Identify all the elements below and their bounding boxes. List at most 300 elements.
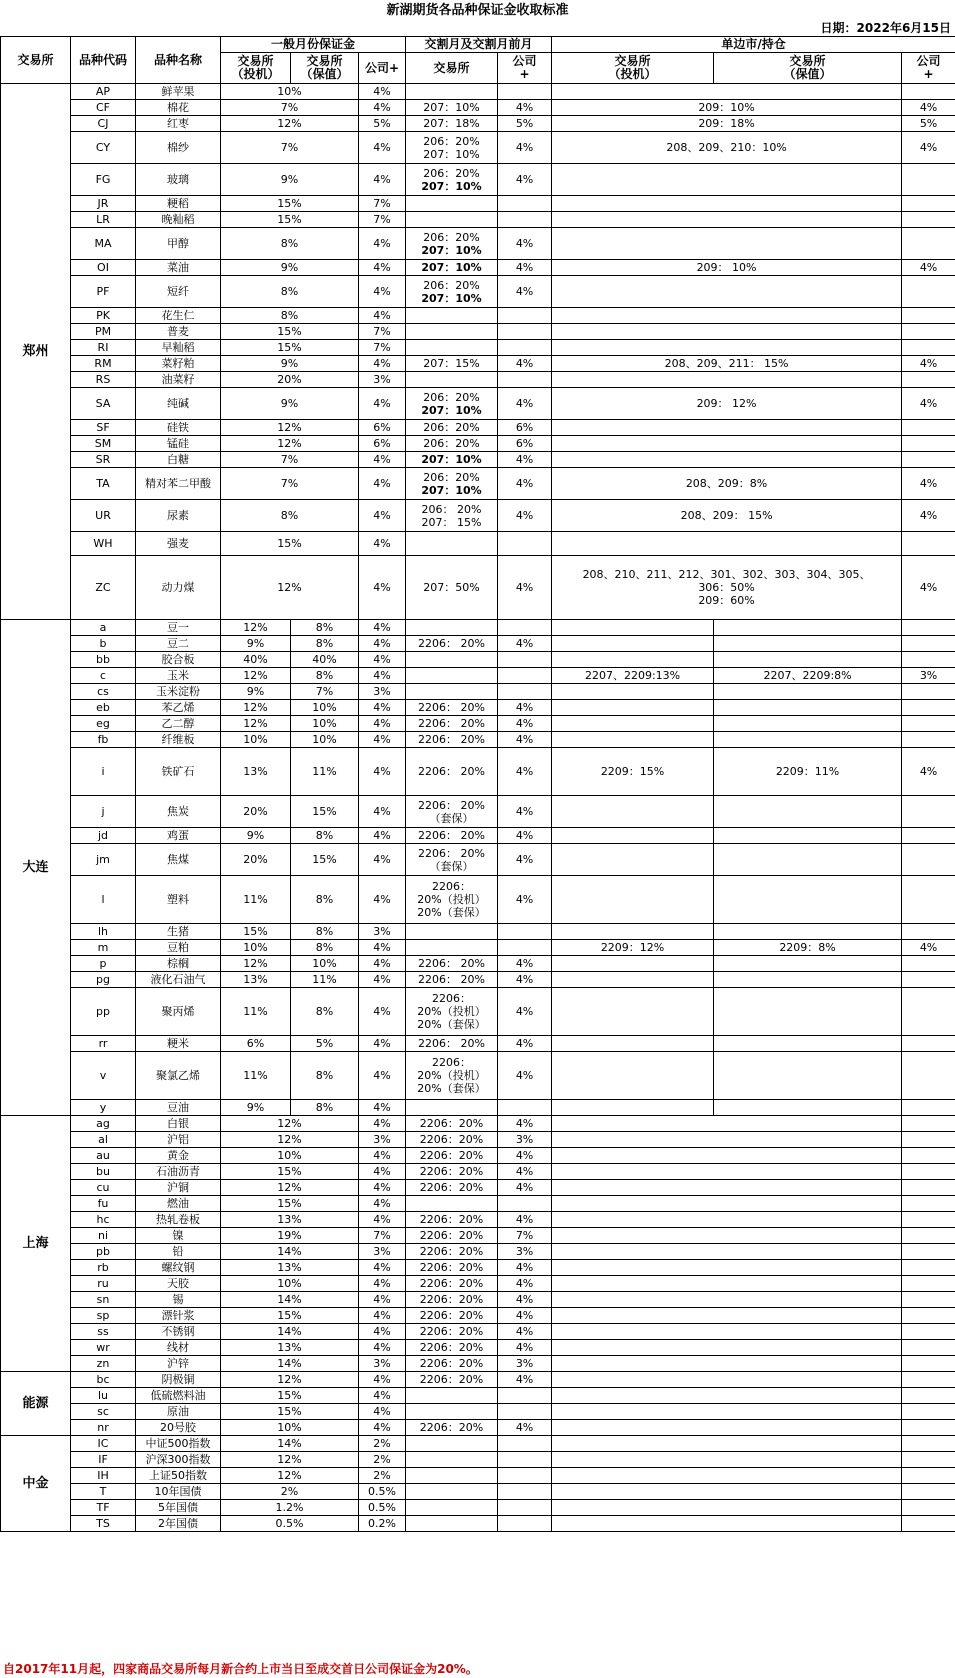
general-exchange-margin: 7% — [221, 468, 359, 500]
delivery-exchange-margin — [406, 308, 498, 324]
delivery-company-add — [498, 1196, 552, 1212]
unilateral-hedge-margin — [714, 1052, 902, 1100]
unilateral-speculation-margin — [552, 1100, 714, 1116]
table-row — [1, 1516, 955, 1532]
general-hedge-margin: 10% — [291, 956, 359, 972]
unilateral-speculation-margin — [552, 652, 714, 668]
unilateral-speculation-margin — [552, 924, 714, 940]
product-code: eg — [71, 716, 136, 732]
product-code: ZC — [71, 556, 136, 620]
unilateral-speculation-margin — [552, 636, 714, 652]
general-company-add: 4% — [359, 1276, 406, 1292]
table-row — [1, 1116, 955, 1132]
general-company-add: 7% — [359, 196, 406, 212]
general-exchange-margin: 13% — [221, 1340, 359, 1356]
unilateral-speculation-margin — [552, 716, 714, 732]
product-code: sn — [71, 1292, 136, 1308]
product-code: T — [71, 1484, 136, 1500]
header-exchange: 交易所 — [1, 37, 71, 84]
table-row — [1, 276, 955, 308]
general-exchange-margin: 15% — [221, 1404, 359, 1420]
unilateral-exchange-margin — [552, 1388, 902, 1404]
table-row — [1, 700, 955, 716]
unilateral-hedge-margin — [714, 1036, 902, 1052]
delivery-margin-line: 206：20% — [423, 278, 480, 292]
product-code: bb — [71, 652, 136, 668]
general-hedge-margin: 7% — [291, 684, 359, 700]
delivery-company-add: 6% — [498, 420, 552, 436]
delivery-company-add — [498, 1468, 552, 1484]
delivery-company-add: 6% — [498, 436, 552, 452]
general-exchange-margin: 13% — [221, 1212, 359, 1228]
delivery-exchange-margin — [406, 1516, 498, 1532]
product-name: 低硫燃料油 — [136, 1388, 221, 1404]
table-row — [1, 164, 955, 196]
unilateral-exchange-margin: 209： 12% — [552, 388, 902, 420]
product-name: 原油 — [136, 1404, 221, 1420]
table-row — [1, 324, 955, 340]
header-unilateral: 单边市/持仓 — [552, 37, 955, 53]
product-code: hc — [71, 1212, 136, 1228]
unilateral-company-add — [902, 828, 955, 844]
delivery-exchange-margin: 2206： 20% — [406, 700, 498, 716]
general-exchange-margin: 8% — [221, 276, 359, 308]
product-name: 沪铜 — [136, 1180, 221, 1196]
product-code: l — [71, 876, 136, 924]
general-company-add: 3% — [359, 924, 406, 940]
delivery-company-add — [498, 372, 552, 388]
delivery-company-add — [498, 940, 552, 956]
table-row — [1, 668, 955, 684]
delivery-company-add: 4% — [498, 844, 552, 876]
unilateral-company-add — [902, 1292, 955, 1308]
general-exchange-margin: 10% — [221, 84, 359, 100]
unilateral-company-add — [902, 1308, 955, 1324]
delivery-company-add: 4% — [498, 748, 552, 796]
unilateral-company-add — [902, 1468, 955, 1484]
table-row — [1, 340, 955, 356]
delivery-exchange-margin: 2206： 20% （套保） — [406, 844, 498, 876]
table-row — [1, 452, 955, 468]
table-row — [1, 100, 955, 116]
general-speculation-margin: 12% — [221, 620, 291, 636]
unilateral-company-add: 5% — [902, 116, 955, 132]
unilateral-company-add — [902, 1052, 955, 1100]
unilateral-exchange-margin — [552, 1484, 902, 1500]
general-exchange-margin: 12% — [221, 1132, 359, 1148]
product-name: 锡 — [136, 1292, 221, 1308]
product-name: 上证50指数 — [136, 1468, 221, 1484]
delivery-exchange-margin: 207：15% — [406, 356, 498, 372]
header-unilateral-company: 公司 + — [902, 53, 955, 84]
unilateral-company-add — [902, 212, 955, 228]
delivery-exchange-margin: 2206：20% — [406, 1148, 498, 1164]
unilateral-exchange-margin — [552, 1116, 902, 1132]
delivery-margin-bold-line: 207：10% — [421, 291, 482, 305]
table-row — [1, 500, 955, 532]
delivery-company-add: 5% — [498, 116, 552, 132]
delivery-exchange-margin: 2206：20% — [406, 1308, 498, 1324]
general-company-add: 6% — [359, 420, 406, 436]
unilateral-company-add — [902, 1404, 955, 1420]
delivery-company-add: 4% — [498, 876, 552, 924]
unilateral-company-add — [902, 532, 955, 556]
general-company-add: 4% — [359, 1372, 406, 1388]
delivery-exchange-margin: 2206：20% — [406, 1132, 498, 1148]
unilateral-company-add — [902, 1260, 955, 1276]
delivery-exchange-margin — [406, 164, 498, 196]
delivery-company-add — [498, 1100, 552, 1116]
product-name: 黄金 — [136, 1148, 221, 1164]
unilateral-hedge-margin — [714, 796, 902, 828]
general-company-add: 4% — [359, 1196, 406, 1212]
general-exchange-margin: 12% — [221, 436, 359, 452]
unilateral-company-add: 4% — [902, 100, 955, 116]
product-code: v — [71, 1052, 136, 1100]
delivery-company-add: 4% — [498, 1324, 552, 1340]
general-company-add: 2% — [359, 1436, 406, 1452]
delivery-company-add — [498, 1388, 552, 1404]
general-exchange-margin: 9% — [221, 356, 359, 372]
table-row — [1, 924, 955, 940]
unilateral-company-add — [902, 324, 955, 340]
product-code: WH — [71, 532, 136, 556]
delivery-exchange-margin — [406, 620, 498, 636]
delivery-exchange-margin — [406, 1436, 498, 1452]
unilateral-exchange-margin — [552, 1356, 902, 1372]
general-speculation-margin: 6% — [221, 1036, 291, 1052]
unilateral-exchange-margin — [552, 1228, 902, 1244]
unilateral-company-add — [902, 700, 955, 716]
table-row — [1, 1372, 955, 1388]
general-exchange-margin: 9% — [221, 388, 359, 420]
product-name: 玉米 — [136, 668, 221, 684]
delivery-exchange-margin: 2206： 20% — [406, 636, 498, 652]
delivery-exchange-margin: 206：20% — [406, 436, 498, 452]
product-code: RI — [71, 340, 136, 356]
product-code: y — [71, 1100, 136, 1116]
product-code: RS — [71, 372, 136, 388]
general-exchange-margin: 12% — [221, 556, 359, 620]
product-code: UR — [71, 500, 136, 532]
general-company-add: 4% — [359, 452, 406, 468]
table-row — [1, 1484, 955, 1500]
unilateral-speculation-margin — [552, 732, 714, 748]
general-speculation-margin: 12% — [221, 716, 291, 732]
general-company-add: 4% — [359, 132, 406, 164]
general-company-add: 4% — [359, 1260, 406, 1276]
product-code: au — [71, 1148, 136, 1164]
general-company-add: 4% — [359, 940, 406, 956]
table-row — [1, 1500, 955, 1516]
delivery-exchange-margin — [406, 260, 498, 276]
general-company-add: 4% — [359, 1388, 406, 1404]
delivery-company-add: 3% — [498, 1132, 552, 1148]
table-row — [1, 876, 955, 924]
table-row — [1, 1132, 955, 1148]
header-name: 品种名称 — [136, 37, 221, 84]
unilateral-company-add — [902, 716, 955, 732]
product-name: 玉米淀粉 — [136, 684, 221, 700]
delivery-exchange-margin — [406, 532, 498, 556]
delivery-company-add: 4% — [498, 1260, 552, 1276]
unilateral-company-add: 4% — [902, 356, 955, 372]
unilateral-exchange-margin — [552, 196, 902, 212]
general-exchange-margin: 20% — [221, 372, 359, 388]
table-row — [1, 988, 955, 1036]
general-hedge-margin: 10% — [291, 700, 359, 716]
general-company-add: 4% — [359, 164, 406, 196]
product-name: 豆粕 — [136, 940, 221, 956]
general-company-add: 4% — [359, 876, 406, 924]
table-row — [1, 636, 955, 652]
unilateral-exchange-margin — [552, 1420, 902, 1436]
unilateral-exchange-margin: 209：18% — [552, 116, 902, 132]
unilateral-exchange-margin — [552, 1180, 902, 1196]
product-name: 漂针浆 — [136, 1308, 221, 1324]
general-exchange-margin: 14% — [221, 1436, 359, 1452]
delivery-company-add: 4% — [498, 100, 552, 116]
delivery-company-add: 4% — [498, 1292, 552, 1308]
unilateral-exchange-margin — [552, 1372, 902, 1388]
unilateral-exchange-margin — [552, 1308, 902, 1324]
general-company-add: 3% — [359, 1132, 406, 1148]
delivery-exchange-margin: 2206： 20% — [406, 716, 498, 732]
unilateral-company-add: 4% — [902, 388, 955, 420]
general-company-add: 4% — [359, 1052, 406, 1100]
product-code: nr — [71, 1420, 136, 1436]
unilateral-company-add — [902, 1324, 955, 1340]
product-name: 普麦 — [136, 324, 221, 340]
unilateral-exchange-margin — [552, 1404, 902, 1420]
unilateral-company-add — [902, 1388, 955, 1404]
general-exchange-margin: 13% — [221, 1260, 359, 1276]
sheet-date: 日期：2022年6月15日 — [820, 21, 951, 35]
product-code: sc — [71, 1404, 136, 1420]
general-exchange-margin: 15% — [221, 340, 359, 356]
product-name: 中证500指数 — [136, 1436, 221, 1452]
product-name: 尿素 — [136, 500, 221, 532]
delivery-company-add: 4% — [498, 1212, 552, 1228]
product-code: PF — [71, 276, 136, 308]
delivery-exchange-margin: 2206： 20% （套保） — [406, 796, 498, 828]
unilateral-company-add — [902, 1244, 955, 1260]
unilateral-company-add — [902, 420, 955, 436]
unilateral-exchange-margin — [552, 324, 902, 340]
general-company-add: 4% — [359, 956, 406, 972]
unilateral-hedge-margin — [714, 652, 902, 668]
delivery-exchange-margin: 2206： 20% — [406, 1036, 498, 1052]
unilateral-company-add — [902, 1212, 955, 1228]
delivery-company-add: 3% — [498, 1356, 552, 1372]
unilateral-hedge-margin — [714, 700, 902, 716]
general-exchange-margin: 9% — [221, 260, 359, 276]
product-name: 10年国债 — [136, 1484, 221, 1500]
delivery-company-add: 4% — [498, 828, 552, 844]
general-company-add: 4% — [359, 828, 406, 844]
unilateral-company-add — [902, 1484, 955, 1500]
unilateral-speculation-margin — [552, 844, 714, 876]
delivery-company-add: 4% — [498, 716, 552, 732]
product-name: 镍 — [136, 1228, 221, 1244]
unilateral-exchange-margin: 209： 10% — [552, 260, 902, 276]
table-row — [1, 372, 955, 388]
table-row — [1, 1276, 955, 1292]
unilateral-exchange-margin — [552, 228, 902, 260]
exchange-group-label: 中金 — [1, 1436, 71, 1532]
unilateral-speculation-margin: 2209：12% — [552, 940, 714, 956]
general-company-add: 3% — [359, 1244, 406, 1260]
product-code: lu — [71, 1388, 136, 1404]
general-company-add: 4% — [359, 620, 406, 636]
delivery-exchange-margin: 2206：20% — [406, 1212, 498, 1228]
general-speculation-margin: 12% — [221, 668, 291, 684]
general-company-add: 4% — [359, 732, 406, 748]
product-name: 精对苯二甲酸 — [136, 468, 221, 500]
general-company-add: 0.2% — [359, 1516, 406, 1532]
table-row — [1, 468, 955, 500]
delivery-exchange-margin: 207：18% — [406, 116, 498, 132]
unilateral-company-add — [902, 1100, 955, 1116]
table-row — [1, 1452, 955, 1468]
general-company-add: 4% — [359, 228, 406, 260]
unilateral-company-add — [902, 1500, 955, 1516]
delivery-company-add — [498, 1500, 552, 1516]
unilateral-hedge-margin — [714, 828, 902, 844]
delivery-exchange-margin: 206：20% — [406, 420, 498, 436]
delivery-company-add: 4% — [498, 1052, 552, 1100]
delivery-exchange-margin: 2206：20% — [406, 1340, 498, 1356]
general-speculation-margin: 12% — [221, 956, 291, 972]
unilateral-exchange-margin — [552, 1500, 902, 1516]
general-company-add: 4% — [359, 356, 406, 372]
table-row — [1, 716, 955, 732]
unilateral-company-add — [902, 196, 955, 212]
general-company-add: 4% — [359, 1324, 406, 1340]
delivery-company-add — [498, 1516, 552, 1532]
general-exchange-margin: 14% — [221, 1356, 359, 1372]
product-name: 纤维板 — [136, 732, 221, 748]
product-name: 螺纹钢 — [136, 1260, 221, 1276]
table-row — [1, 420, 955, 436]
delivery-company-add — [498, 684, 552, 700]
product-code: cu — [71, 1180, 136, 1196]
general-speculation-margin: 13% — [221, 748, 291, 796]
unilateral-company-add — [902, 1516, 955, 1532]
table-row — [1, 1308, 955, 1324]
unilateral-exchange-margin: 208、209、210：10% — [552, 132, 902, 164]
product-name: 胶合板 — [136, 652, 221, 668]
table-row — [1, 1244, 955, 1260]
general-company-add: 6% — [359, 436, 406, 452]
product-code: IF — [71, 1452, 136, 1468]
product-name: 沪锌 — [136, 1356, 221, 1372]
general-company-add: 7% — [359, 324, 406, 340]
unilateral-company-add — [902, 372, 955, 388]
unilateral-company-add — [902, 988, 955, 1036]
unilateral-company-add: 4% — [902, 940, 955, 956]
general-exchange-margin: 15% — [221, 1196, 359, 1212]
general-company-add: 4% — [359, 1420, 406, 1436]
unilateral-speculation-margin — [552, 796, 714, 828]
margin-table — [0, 36, 955, 1532]
unilateral-hedge-margin — [714, 972, 902, 988]
delivery-company-add — [498, 340, 552, 356]
unilateral-speculation-margin — [552, 684, 714, 700]
unilateral-exchange-margin — [552, 436, 902, 452]
general-exchange-margin: 12% — [221, 1180, 359, 1196]
delivery-margin-line: 206：20% — [423, 230, 480, 244]
table-row — [1, 212, 955, 228]
exchange-group-label: 上海 — [1, 1116, 71, 1372]
product-name: 强麦 — [136, 532, 221, 556]
general-company-add: 0.5% — [359, 1484, 406, 1500]
general-exchange-margin: 14% — [221, 1244, 359, 1260]
unilateral-hedge-margin — [714, 636, 902, 652]
delivery-exchange-margin: 2206：20% — [406, 1292, 498, 1308]
product-code: rr — [71, 1036, 136, 1052]
general-speculation-margin: 10% — [221, 940, 291, 956]
general-hedge-margin: 11% — [291, 972, 359, 988]
table-row — [1, 1468, 955, 1484]
product-name: 焦炭 — [136, 796, 221, 828]
table-row — [1, 308, 955, 324]
exchange-group-label: 大连 — [1, 620, 71, 1116]
delivery-company-add: 4% — [498, 1420, 552, 1436]
product-name: 甲醇 — [136, 228, 221, 260]
general-hedge-margin: 8% — [291, 876, 359, 924]
general-company-add: 2% — [359, 1468, 406, 1484]
table-row — [1, 844, 955, 876]
unilateral-exchange-margin: 208、209、211： 15% — [552, 356, 902, 372]
product-code: TA — [71, 468, 136, 500]
delivery-company-add: 4% — [498, 1180, 552, 1196]
general-exchange-margin: 14% — [221, 1292, 359, 1308]
unilateral-company-add: 4% — [902, 260, 955, 276]
delivery-company-add: 4% — [498, 500, 552, 532]
product-code: sp — [71, 1308, 136, 1324]
delivery-exchange-margin: 2206： 20%（投机） 20%（套保） — [406, 876, 498, 924]
product-name: 豆一 — [136, 620, 221, 636]
unilateral-exchange-margin — [552, 1244, 902, 1260]
product-name: 动力煤 — [136, 556, 221, 620]
table-row — [1, 620, 955, 636]
delivery-exchange-margin: 2206： 20% — [406, 972, 498, 988]
general-company-add: 4% — [359, 276, 406, 308]
delivery-exchange-margin: 2206：20% — [406, 1420, 498, 1436]
product-name: 液化石油气 — [136, 972, 221, 988]
general-exchange-margin: 7% — [221, 132, 359, 164]
unilateral-exchange-margin — [552, 1452, 902, 1468]
general-company-add: 4% — [359, 260, 406, 276]
product-code: pg — [71, 972, 136, 988]
delivery-exchange-margin — [406, 1100, 498, 1116]
general-exchange-margin: 1.2% — [221, 1500, 359, 1516]
general-speculation-margin: 20% — [221, 844, 291, 876]
unilateral-company-add — [902, 1116, 955, 1132]
unilateral-hedge-margin: 2209：11% — [714, 748, 902, 796]
sheet-title: 新湖期货各品种保证金收取标准 — [386, 3, 569, 18]
general-speculation-margin: 20% — [221, 796, 291, 828]
general-company-add: 4% — [359, 796, 406, 828]
unilateral-hedge-margin — [714, 1100, 902, 1116]
product-code: CF — [71, 100, 136, 116]
delivery-company-add: 4% — [498, 452, 552, 468]
product-name: 天胶 — [136, 1276, 221, 1292]
general-speculation-margin: 9% — [221, 828, 291, 844]
delivery-company-add: 4% — [498, 1164, 552, 1180]
unilateral-exchange-margin: 208、209： 15% — [552, 500, 902, 532]
